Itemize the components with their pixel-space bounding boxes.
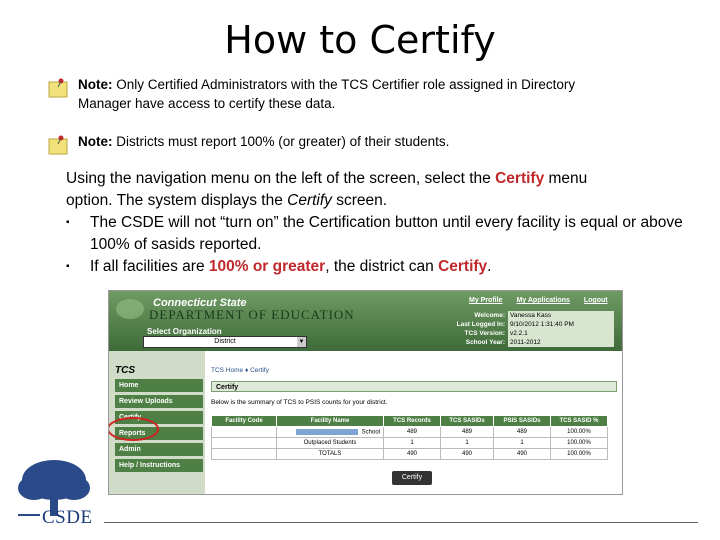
main-content: [209, 351, 622, 494]
sidebar-title: TCS: [115, 365, 135, 376]
my-applications-link[interactable]: My Applications: [516, 297, 570, 304]
table-cell: [212, 427, 277, 438]
sidebar-item-review-uploads[interactable]: Review Uploads: [115, 395, 203, 408]
tcs-screenshot: [108, 290, 623, 495]
select-org-label: Select Organization: [147, 327, 222, 336]
table-cell: 100.00%: [551, 427, 608, 438]
note-2-label: Note:: [78, 134, 113, 149]
pushpin-note-icon: [48, 135, 70, 155]
table-cell: 1: [494, 438, 551, 449]
header-department: DEPARTMENT OF EDUCATION: [149, 307, 355, 322]
column-header: TCS Records: [384, 416, 441, 427]
sidebar-item-help[interactable]: Help / Instructions: [115, 459, 203, 472]
table-cell: 490: [441, 449, 494, 460]
table-cell: 100.00%: [551, 438, 608, 449]
column-header: Facility Code: [212, 416, 277, 427]
certify-highlight: Certify: [495, 170, 545, 187]
info-key: School Year:: [465, 339, 505, 346]
redacted-name-bar: [296, 429, 358, 435]
column-header: PSIS SASIDs: [494, 416, 551, 427]
bullet-2: ▪ If all facilities are 100% or greater, the district can Certify.: [66, 258, 492, 275]
table-cell: [212, 449, 277, 460]
instr-text: option. The system displays the: [66, 192, 288, 209]
app-header: [109, 291, 622, 351]
note-1-text: Only Certified Administrators with the TCS Certifier role assigned in Directory: [112, 77, 576, 92]
sidebar-item-reports[interactable]: Reports: [115, 427, 203, 440]
info-value: 9/10/2012 1:31:40 PM: [508, 320, 614, 329]
slide-title: How to Certify: [224, 18, 496, 62]
percent-highlight: 100% or greater: [208, 258, 326, 275]
table-cell: 489: [441, 427, 494, 438]
bullet-1: ▪ The CSDE will not “turn on” the Certification button until every facility is equal or above 100% of sasids reported.: [66, 214, 683, 253]
csde-logo: [12, 458, 104, 528]
user-info: [429, 311, 614, 347]
certify-highlight: Certify: [438, 258, 488, 275]
note-1-label: Note:: [78, 77, 113, 92]
pushpin-note-icon: [48, 78, 70, 98]
table-cell: [277, 427, 384, 438]
table-cell: 489: [494, 427, 551, 438]
instructions: [66, 168, 686, 278]
info-key: TCS Version:: [464, 330, 505, 337]
breadcrumb[interactable]: TCS Home ♦ Certify: [211, 367, 269, 374]
my-profile-link[interactable]: My Profile: [469, 297, 503, 304]
ct-state-logo-icon: [115, 297, 145, 321]
table-cell: TOTALS: [277, 449, 384, 460]
table-cell: Outplaced Students: [277, 438, 384, 449]
info-value: 2011-2012: [508, 338, 614, 347]
sidebar-item-home[interactable]: Home: [115, 379, 203, 392]
table-row: [212, 438, 608, 449]
facility-name: School: [361, 429, 380, 436]
table-row: [212, 427, 608, 438]
sidebar-item-admin[interactable]: Admin: [115, 443, 203, 456]
table-cell: 1: [384, 438, 441, 449]
table-cell: 490: [494, 449, 551, 460]
table-header-row: [212, 416, 608, 427]
info-value: Vanessa Kass: [508, 311, 614, 320]
header-state-name: Connecticut State: [153, 297, 247, 309]
organization-select-value: District: [214, 338, 236, 345]
instr-text: screen.: [331, 192, 388, 209]
bullet-2-text: .: [487, 258, 492, 275]
info-key: Last Logged In:: [456, 321, 505, 328]
note-2-text: Districts must report 100% (or greater) of their students.: [112, 134, 450, 149]
certify-table: [211, 415, 608, 460]
summary-text: Below is the summary of TCS to PSIS counts for your district.: [211, 399, 388, 406]
certify-italic: Certify: [287, 192, 332, 209]
column-header: TCS SASIDs: [441, 416, 494, 427]
table-cell: 489: [384, 427, 441, 438]
table-cell: [212, 438, 277, 449]
footer-divider: [104, 522, 698, 523]
table-row: [212, 449, 608, 460]
instr-text: menu: [544, 170, 588, 187]
bullet-2-text: If all facilities are: [90, 258, 209, 275]
table-cell: 100.00%: [551, 449, 608, 460]
logout-link[interactable]: Logout: [583, 297, 608, 304]
bullet-2-text: , the district can: [325, 258, 439, 275]
certify-button[interactable]: Certify: [392, 471, 432, 485]
table-cell: 1: [441, 438, 494, 449]
info-value: v2.2.1: [508, 329, 614, 338]
instr-text: Using the navigation menu on the left of the screen, select the: [66, 170, 496, 187]
column-header: TCS SASID %: [551, 416, 608, 427]
column-header: Facility Name: [277, 416, 384, 427]
chevron-down-icon: ▼: [298, 339, 305, 345]
sidebar-item-certify[interactable]: Certify: [115, 411, 203, 424]
info-key: Welcome:: [474, 312, 505, 319]
table-cell: 490: [384, 449, 441, 460]
certify-highlight-circle: [108, 417, 159, 441]
note-1-text-2: Manager have access to certify these data.: [78, 96, 336, 111]
bullet-1-text: The CSDE will not “turn on” the Certification button until every facility is equal or above 100% of sasids reported.: [90, 214, 683, 253]
csde-logo-text: CSDE: [42, 507, 93, 528]
organization-select[interactable]: [143, 336, 307, 348]
section-title: Certify: [211, 381, 617, 392]
